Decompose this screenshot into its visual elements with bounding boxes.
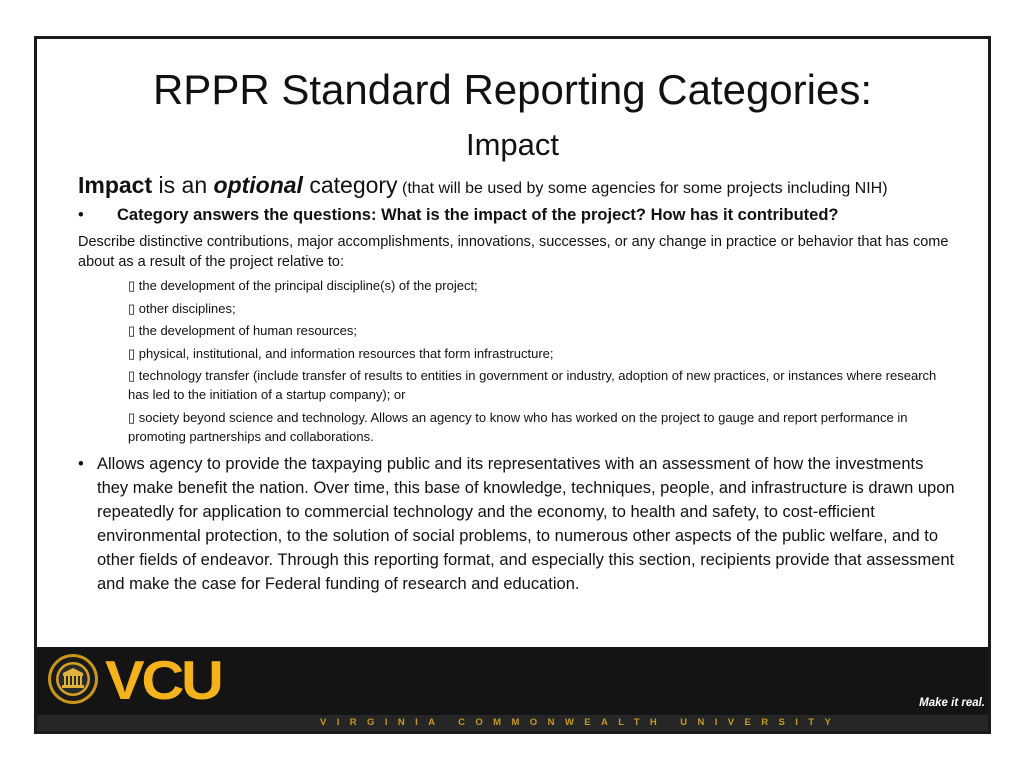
slide-subtitle: Impact [465, 127, 560, 162]
bullet-category-questions [78, 204, 958, 226]
intro-bold-word: Impact [78, 172, 153, 198]
bullet-marker: • [78, 454, 84, 473]
sub-item-technology-transfer: ▯ technology transfer (include transfer of results to entities in government or industry, adoption of new practices, or instances where research has led to the initiation of a startup company); or [128, 368, 937, 402]
description-paragraph: Describe distinctive contributions, major accomplishments, innovations, successes, or any change in practice or behavior that has come about as a result of the project relative to: [78, 234, 949, 270]
university-seal-icon [47, 653, 99, 705]
university-name-strip [37, 715, 988, 731]
intro-category-word: category [302, 172, 398, 198]
slide-content [78, 173, 958, 596]
university-name: VIRGINIA COMMONWEALTH UNIVERSITY [320, 717, 842, 728]
bullet-agency-assessment-text: Allows agency to provide the taxpaying public and its representatives with an assessment of how the investments they make benefit the nation. Over time, this base of knowledge, techniques, people, and infrastructure is drawn upon repeatedly for application to commercial technology and the economy, to health and safety, to cost-efficient environmental protection, to the solution of social problems, to numerous other aspects of the public welfare, and to other fields of endeavor. Through this reporting format, and especially this section, recipients provide that assessment and make the case for Federal funding of research and education. [97, 454, 955, 593]
sub-item-principal-discipline: ▯ the development of the principal discipline(s) of the project; [128, 278, 478, 293]
vcu-footer-banner [37, 647, 988, 731]
sub-item-human-resources: ▯ the development of human resources; [128, 323, 358, 338]
tagline: Make it real. [919, 697, 985, 709]
intro-line [78, 173, 958, 201]
sub-item-list [78, 276, 958, 446]
sub-item-other-disciplines: ▯ other disciplines; [128, 300, 236, 316]
bullet-agency-assessment [78, 452, 958, 596]
sub-item-infrastructure: ▯ physical, institutional, and information resources that form infrastructure; [128, 345, 554, 361]
bullet-marker: • [78, 206, 84, 224]
bullet-category-questions-text: Category answers the questions: What is the impact of the project? How has it contributed? [117, 206, 839, 224]
intro-optional-word: optional [213, 172, 303, 198]
intro-paren-note: (that will be used by some agencies for some projects including NIH) [397, 180, 888, 197]
vcu-logo: VCU [105, 649, 221, 711]
slide-title: RPPR Standard Reporting Categories: [152, 66, 873, 113]
intro-is-an: is an [152, 172, 214, 198]
slide [34, 36, 991, 734]
sub-item-society: ▯ society beyond science and technology. Allows an agency to know who has worked on the project to gauge and report performance in promoting partnerships and collaborations. [128, 409, 908, 444]
